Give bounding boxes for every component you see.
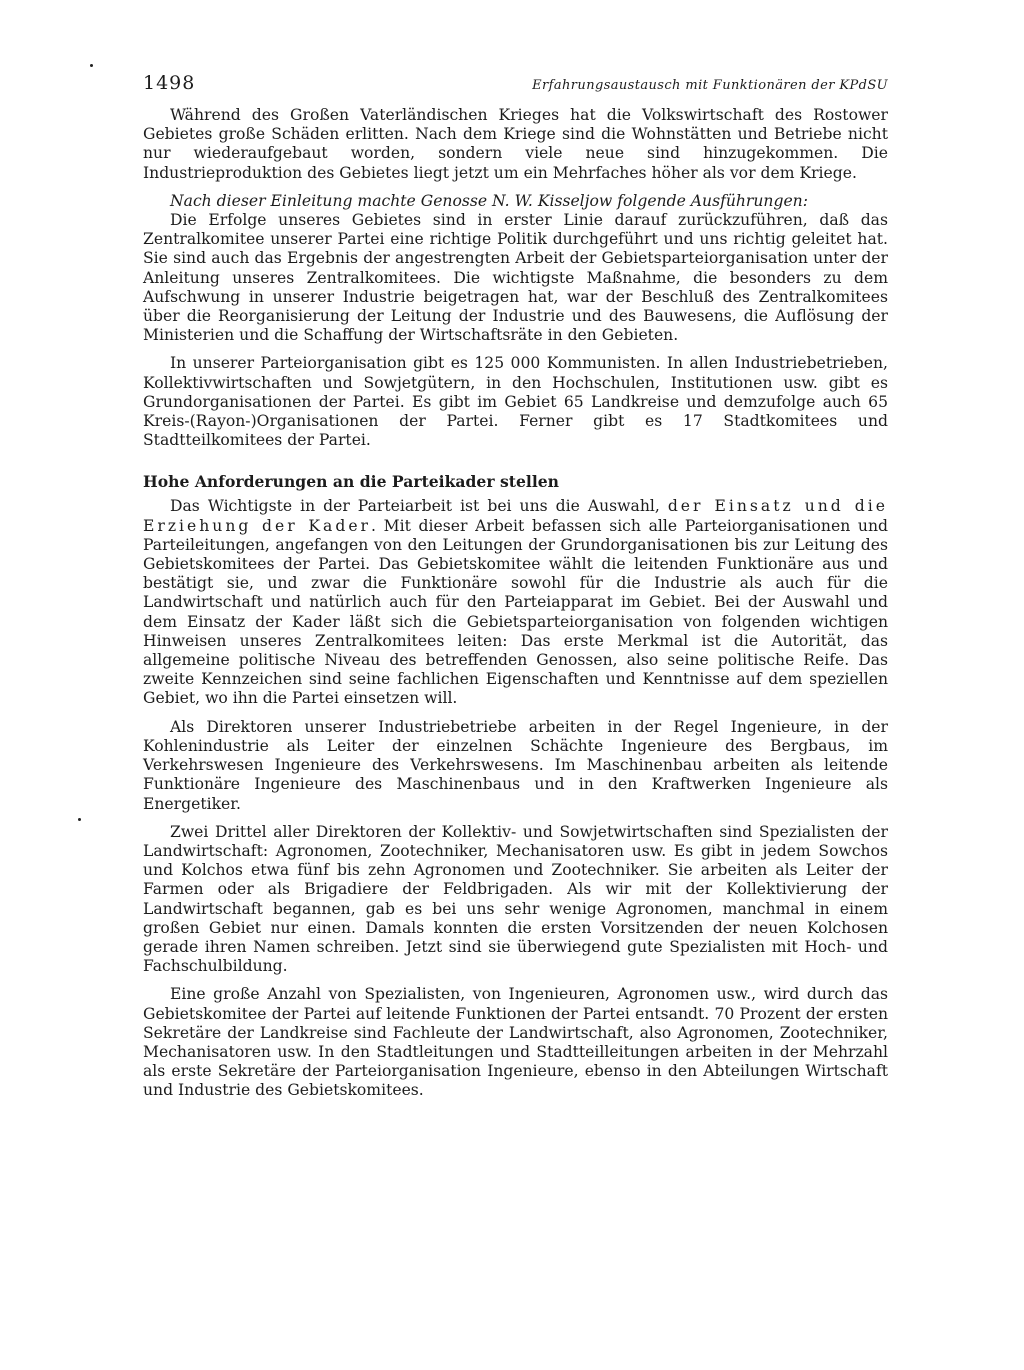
running-head: Erfahrungsaustausch mit Funktionären der KPdSU xyxy=(532,78,888,93)
section-heading: Hohe Anforderungen an die Parteikader stellen xyxy=(143,472,559,492)
paragraph-cadre-selection xyxy=(143,497,888,708)
cadre-text-end: . Mit dieser Arbeit befassen sich alle Parteiorganisationen und Parteileitungen, angefangen von den Leitungen der Grundorganisationen bis zur Leitung des Gebietskomitees der Partei. Das Gebietskomitee wählt die leitenden Funktionäre aus und bestätigt sie, und zwar die Funktionäre sowohl für die Industrie als auch für die Landwirtschaft und natürlich auch für den Parteiapparat im Gebiet. Bei der Auswahl und dem Einsatz der Kader läßt sich die Gebietsparteiorganisation von folgenden wichtigen Hinweisen unseres Zentralkomitees leiten: Das erste Merkmal ist die Autorität, das allgemeine politische Niveau des betreffenden Genossen, also seine politische Reife. Das zweite Kennzeichen sind seine fachlichen Eigenschaften und Kenntnisse auf dem speziellen Gebiet, wo ihn die Partei einsetzen will. xyxy=(143,516,888,708)
scan-speck xyxy=(78,818,81,821)
paragraph-industry-directors: Als Direktoren unserer Industriebetriebe arbeiten in der Regel Ingenieure, in der Kohlenindustrie als Leiter der einzelnen Schächte Ingenieure des Bergbaus, im Verkehrswesen Ingenieure des Verkehrswesens. Im Maschinenbau arbeiten als leitende Funktionäre Ingenieure des Maschinenbaus und in den Kraftwerken Ingenieure als Energetiker. xyxy=(143,717,888,813)
paragraph-party-organisation: In unserer Parteiorganisation gibt es 125 000 Kommunisten. In allen Industriebetrieben, Kollektivwirtschaften und Sowjetgütern, in den Hochschulen, Institutionen usw. gibt es Grundorganisationen der Partei. Es gibt im Gebiet 65 Landkreise und demzufolge auch 65 Kreis-(Rayon-)Organisationen der Partei. Ferner gibt es 17 Stadtkomitees und Stadtteilkomitees der Partei. xyxy=(143,354,888,450)
paragraph-war-damage: Während des Großen Vaterländischen Krieges hat die Volkswirtschaft des Rostower Gebietes große Schäden erlitten. Nach dem Kriege sind die Wohnstätten und Betriebe nicht nur wiederaufgebaut worden, sondern viele neue sind hinzugekommen. Die Industrieproduktion des Gebietes liegt jetzt um ein Mehrfaches höher als vor dem Kriege. xyxy=(143,106,888,182)
page-header xyxy=(143,72,888,106)
speaker-introduction: Nach dieser Einleitung machte Genosse N. W. Kisseljow folgende Ausführungen: xyxy=(170,191,808,210)
paragraph-agriculture-specialists: Zwei Drittel aller Direktoren der Kollektiv- und Sowjetwirtschaften sind Spezialisten der Landwirtschaft: Agronomen, Zootechniker, Mechanisatoren usw. Es gibt in jedem Sowchos und Kolchos etwa fünf bis zehn Agronomen und Zootechniker. Sie arbeiten als Leiter der Farmen oder als Brigadiere der Feldbrigaden. Als wir mit der Kollektivierung der Landwirtschaft begannen, gab es bei uns sehr wenige Agronomen, manchmal in einem großen Gebiet nur einen. Damals konnten die ersten Vorsitzenden der neuen Kolchosen gerade ihren Namen schreiben. Jetzt sind sie überwiegend gute Spezialisten mit Hoch- und Fachschulbildung. xyxy=(143,822,888,976)
document-page xyxy=(143,72,888,1101)
cadre-spaced-emphasis: der Einsatz und die Erziehung der Kader xyxy=(143,497,889,535)
page-number: 1498 xyxy=(143,72,196,94)
scan-speck xyxy=(90,64,93,67)
cadre-text-start: Das Wichtigste in der Parteiarbeit ist bei uns die Auswahl, xyxy=(170,497,668,516)
paragraph-successes: Die Erfolge unseres Gebietes sind in erster Linie darauf zurückzuführen, daß das Zentralkomitee unserer Partei eine richtige Politik durchgeführt und uns richtig geleitet hat. Sie sind auch das Ergebnis der angestrengten Arbeit der Gebietsparteiorganisation unter der Anleitung unseres Zentralkomitees. Die wichtigste Maßnahme, die besonders zu dem Aufschwung in unserer Industrie beigetragen hat, war der Beschluß des Zentralkomitees über die Reorganisierung der Leitung der Industrie und des Bauwesens, die Auflösung der Ministerien und die Schaffung der Wirtschaftsräte in den Gebieten. xyxy=(143,211,888,345)
paragraph-party-functions: Eine große Anzahl von Spezialisten, von Ingenieuren, Agronomen usw., wird durch das Gebietskomitee der Partei auf leitende Funktionen der Partei entsandt. 70 Prozent der ersten Sekretäre der Landkreise sind Fachleute der Landwirtschaft, also Agronomen, Zootechniker, Mechanisatoren usw. In den Stadtleitungen und Stadtteilleitungen arbeiten in der Mehrzahl als erste Sekretäre der Parteiorganisation Ingenieure, ebenso in den Abteilungen Wirtschaft und Industrie des Gebietskomitees. xyxy=(143,985,888,1100)
